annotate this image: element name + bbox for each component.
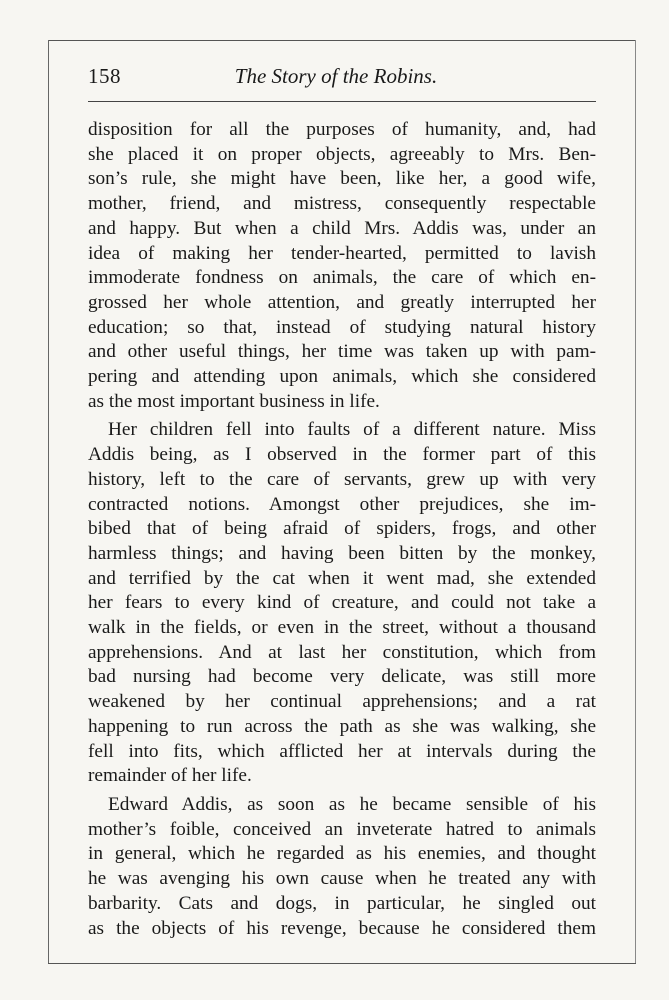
text-line: apprehensions. And at last her constitution, which from — [88, 641, 596, 663]
text-line: education; so that, instead of studying natural history — [88, 316, 596, 338]
header-rule — [88, 101, 596, 102]
text-line: barbarity. Cats and dogs, in particular, he singled out — [88, 892, 596, 914]
text-line: history, left to the care of servants, grew up with very — [88, 468, 596, 490]
text-line: fell into fits, which afflicted her at intervals during the — [88, 740, 596, 762]
text-line: as the most important business in life. — [88, 390, 380, 412]
text-line: pering and attending upon animals, which she considered — [88, 366, 596, 388]
frame-bottom-border — [48, 963, 636, 964]
text-line: she placed it on proper objects, agreeably to Mrs. Ben- — [88, 143, 596, 165]
text-line: mother’s foible, conceived an inveterate hatred to animals — [88, 818, 596, 840]
text-line: her fears to every kind of creature, and could not take a — [88, 592, 596, 614]
text-line: remainder of her life. — [88, 765, 252, 787]
text-line: disposition for all the purposes of humanity, and, had — [88, 119, 596, 140]
text-line: walk in the fields, or even in the street, without a thousand — [88, 617, 596, 639]
text-line: Edward Addis, as soon as he became sensible of his — [108, 793, 596, 815]
text-line: idea of making her tender-hearted, permitted to lavish — [88, 242, 596, 264]
text-line: bibed that of being afraid of spiders, frogs, and other — [88, 518, 596, 540]
text-line: and happy. But when a child Mrs. Addis was, under an — [88, 217, 596, 239]
text-line: as the objects of his revenge, because he considered them — [88, 917, 596, 939]
frame-right-border — [635, 40, 636, 963]
text-line: bad nursing had become very delicate, was still more — [88, 666, 596, 688]
text-line: immoderate fondness on animals, the care of which en- — [88, 267, 596, 289]
text-line: grossed her whole attention, and greatly interrupted her — [88, 291, 596, 313]
text-line: in general, which he regarded as his enemies, and thought — [88, 843, 596, 865]
text-line: harmless things; and having been bitten by the monkey, — [88, 542, 596, 564]
text-line: Her children fell into faults of a different nature. Miss — [108, 419, 596, 441]
text-line: weakened by her continual apprehensions; and a rat — [88, 691, 596, 713]
body-text — [88, 118, 596, 941]
text-line: and other useful things, her time was taken up with pam- — [88, 341, 596, 363]
text-line: and terrified by the cat when it went mad, she extended — [88, 567, 596, 589]
text-line: happening to run across the path as she was walking, she — [88, 715, 596, 737]
text-line: mother, friend, and mistress, consequently respectable — [88, 193, 596, 215]
frame-top-border — [48, 40, 636, 41]
text-line: he was avenging his own cause when he treated any with — [88, 868, 596, 890]
page-number: 158 — [88, 64, 121, 88]
frame-left-border — [48, 40, 49, 963]
text-line: contracted notions. Amongst other prejudices, she im- — [88, 493, 596, 515]
text-line: Addis being, as I observed in the former part of this — [88, 444, 596, 466]
text-line: son’s rule, she might have been, like her, a good wife, — [88, 168, 596, 190]
running-title: The Story of the Robins. — [234, 64, 438, 88]
